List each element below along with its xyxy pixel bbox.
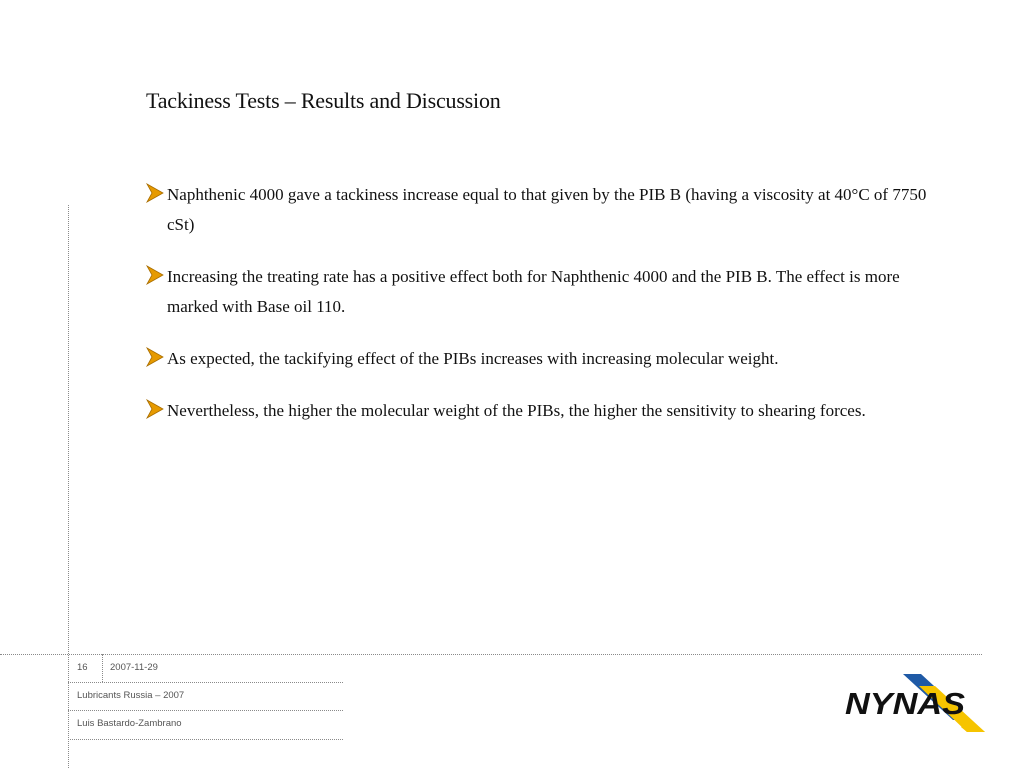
footer-separator: [102, 654, 103, 682]
footer-rule: [68, 682, 343, 683]
bullet-list: [146, 180, 936, 448]
slide-title: Tackiness Tests – Results and Discussion: [146, 88, 501, 113]
slide-date: 2007-11-29: [110, 662, 158, 673]
logo-wordmark: NYNAS: [845, 686, 966, 721]
bullet-item: [146, 396, 936, 426]
footer-dotted-rule: [0, 654, 982, 655]
bullet-text: Nevertheless, the higher the molecular weight of the PIBs, the higher the sensitivity to shearing forces.: [167, 401, 866, 420]
arrow-bullet-icon: [146, 265, 164, 285]
event-name: Lubricants Russia – 2007: [77, 690, 185, 701]
bullet-text: Increasing the treating rate has a positive effect both for Naphthenic 4000 and the PIB B. The effect is more marked with Base oil 110.: [167, 267, 900, 316]
page-number: 16: [77, 662, 88, 673]
arrow-bullet-icon: [146, 183, 164, 203]
bullet-text: As expected, the tackifying effect of the PIBs increases with increasing molecular weight.: [167, 349, 779, 368]
footer-rule: [68, 739, 343, 740]
bullet-item: [146, 262, 936, 322]
arrow-bullet-icon: [146, 399, 164, 419]
arrow-bullet-icon: [146, 347, 164, 367]
footer-rule: [68, 710, 343, 711]
author-name: Luis Bastardo-Zambrano: [77, 718, 182, 729]
bullet-item: [146, 344, 936, 374]
bullet-text: Naphthenic 4000 gave a tackiness increase equal to that given by the PIB B (having a viscosity at 40°C of 7750 cSt): [167, 185, 927, 234]
nynas-logo: [843, 672, 985, 738]
left-dotted-rule: [68, 205, 69, 768]
bullet-item: [146, 180, 936, 240]
